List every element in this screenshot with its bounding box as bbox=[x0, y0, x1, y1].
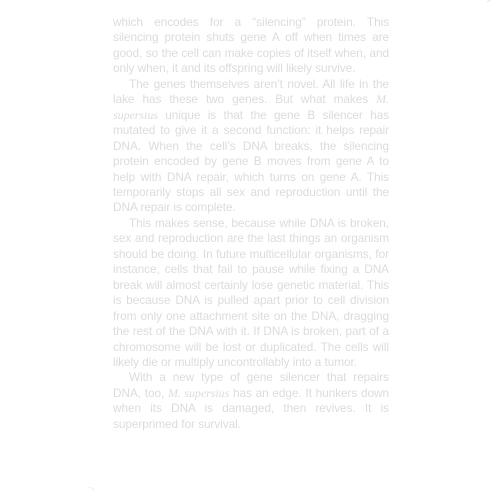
paragraph-1 bbox=[113, 15, 389, 77]
paragraph-2-text-b: unique is that the gene B silencer has mutated to give it a second function: it helps repair DNA. When the cell’s DNA breaks, the silencing protein encoded by gene B moves from gene A to help with DNA repair, which turns on gene A. This temporarily stops all sex and reproduction until the DNA repair is complete. bbox=[113, 107, 389, 215]
paragraph-4 bbox=[113, 370, 389, 432]
paragraph-1-text: which encodes for a “silencing” protein. This silencing protein shuts gene A off when times are good, so the cell can make copies of itself when, and only when, it and its offspring will likely survive. bbox=[113, 15, 389, 76]
paragraph-4-text-b: has an edge. It hunkers down when its DNA is damaged, then revives. It is superprimed for survival. bbox=[113, 385, 389, 431]
species-name: M. supersius bbox=[167, 385, 230, 400]
article-body bbox=[113, 15, 389, 432]
page-curl-mark bbox=[84, 486, 96, 498]
corner-mark bbox=[487, 0, 494, 4]
paragraph-3 bbox=[113, 216, 389, 371]
paragraph-4-text-a: With a new type of gene silencer that repairs DNA, too, bbox=[113, 370, 389, 400]
paragraph-3-text: This makes sense, because while DNA is broken, sex and reproduction are the last things an organism should be doing. In future multicellular organisms, for instance, cells that fail to pause while fixing a DNA break will almost certainly lose genetic material. This is because DNA is pulled apart prior to cell division from only one attachment site on the DNA, dragging the rest of the DNA with it. If DNA is broken, part of a chromosome will be lost or duplicated. The cells will likely die or multiply uncontrollably into a tumor. bbox=[113, 215, 389, 369]
paragraph-2 bbox=[113, 77, 389, 216]
paragraph-2-text-a: The genes themselves aren’t novel. All life in the lake has these two genes. But what makes bbox=[113, 76, 389, 107]
species-name: M. supersius bbox=[113, 92, 389, 122]
